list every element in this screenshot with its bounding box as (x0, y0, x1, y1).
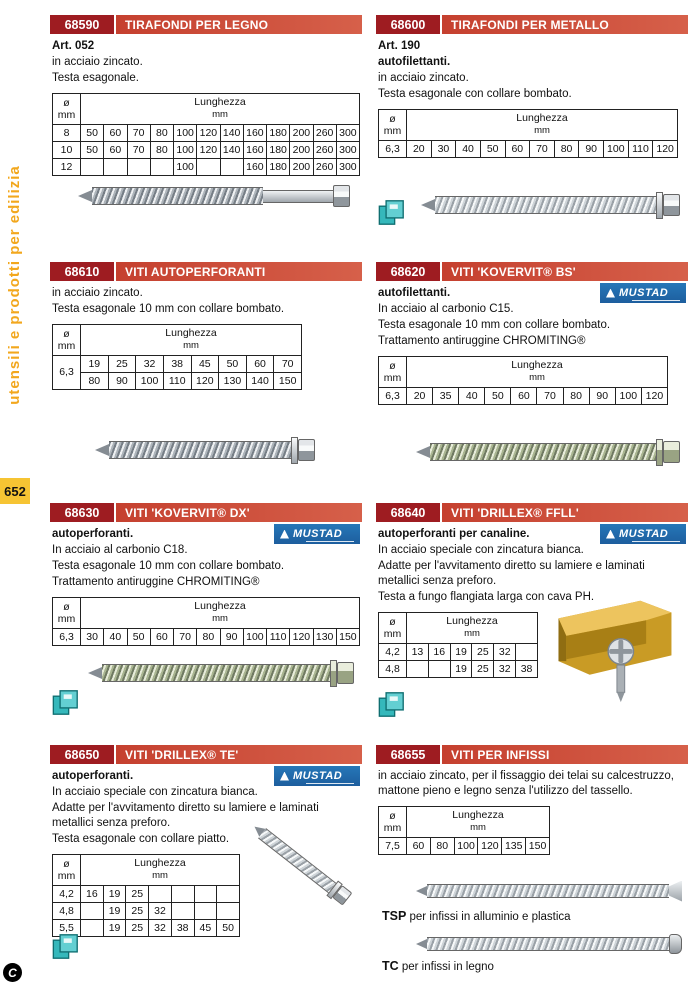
length-cell: 38 (171, 919, 194, 936)
length-cell: 80 (563, 387, 589, 404)
article-number: Art. 052 (52, 40, 95, 52)
length-cell: 150 (526, 837, 550, 854)
length-cell: 30 (81, 628, 104, 645)
length-cell: 60 (104, 141, 127, 158)
screw-tip (416, 886, 427, 896)
product-title: TIRAFONDI PER LEGNO (116, 15, 362, 34)
screw-hex-head (298, 439, 315, 461)
screw-thread (427, 937, 669, 951)
diameter-cell: 8 (53, 124, 81, 141)
diameter-header: ø mm (53, 854, 81, 885)
length-cell: 80 (81, 372, 109, 389)
table-row (379, 660, 538, 677)
description-line: autoperforanti. (52, 770, 134, 782)
product-code: 68590 (50, 15, 114, 34)
panel-header (376, 262, 688, 281)
diameter-header: ø mm (379, 806, 407, 837)
screw-tip (95, 444, 109, 456)
length-cell: 300 (336, 141, 359, 158)
size-table (52, 324, 302, 390)
length-cell: 90 (220, 628, 243, 645)
package-icon (52, 689, 79, 721)
panel-68630 (50, 503, 362, 743)
table-row (379, 387, 668, 404)
length-cell: 70 (530, 140, 555, 157)
size-table (52, 597, 360, 646)
panel-header (50, 15, 362, 34)
description-line: Testa esagonale con collare piatto. (52, 832, 230, 845)
length-cell: 200 (290, 124, 313, 141)
length-cell: 50 (81, 141, 104, 158)
length-cell: 120 (191, 372, 219, 389)
length-cell: 110 (163, 372, 191, 389)
length-cell: 19 (103, 885, 126, 902)
length-cell: 140 (220, 141, 243, 158)
tc-screw-image (416, 931, 682, 957)
length-cell: 130 (313, 628, 336, 645)
mustad-logo (274, 766, 360, 786)
length-cell: 300 (336, 158, 359, 175)
diameter-header: ø mm (379, 109, 407, 140)
mustad-logo (274, 524, 360, 544)
diameter-cell: 4,2 (53, 885, 81, 902)
diameter-header: ø mm (53, 597, 81, 628)
diameter-cell: 4,8 (53, 902, 81, 919)
length-cell (104, 158, 127, 175)
length-cell (217, 885, 240, 902)
panel-header (50, 262, 362, 281)
length-cell: 19 (103, 902, 126, 919)
length-cell: 180 (267, 158, 290, 175)
description-line: in acciaio zincato. (378, 71, 469, 84)
length-cell: 100 (604, 140, 629, 157)
length-cell: 135 (502, 837, 526, 854)
product-code: 68620 (376, 262, 440, 281)
length-cell: 32 (149, 902, 172, 919)
length-cell: 150 (274, 372, 302, 389)
product-code: 68610 (50, 262, 114, 281)
length-cell: 160 (243, 124, 266, 141)
diameter-cell: 6,3 (53, 628, 81, 645)
screw-collar (656, 439, 663, 466)
length-cell: 100 (243, 628, 266, 645)
tc-note (382, 959, 494, 973)
length-cell: 120 (197, 141, 220, 158)
length-cell: 80 (197, 628, 220, 645)
length-cell: 140 (246, 372, 274, 389)
screw-countersunk-head (669, 881, 682, 902)
length-cell: 160 (243, 141, 266, 158)
description-line: In acciaio speciale con zincatura bianca. (52, 785, 258, 798)
length-cell (81, 158, 104, 175)
table-row (53, 902, 240, 919)
table-row (53, 885, 240, 902)
screw-hex-head (333, 185, 350, 207)
panel-68610 (50, 262, 362, 502)
length-cell: 50 (81, 124, 104, 141)
length-cell: 100 (174, 158, 197, 175)
mustad-logo-text: MUSTAD (619, 528, 669, 540)
publisher-logo: C (3, 963, 22, 982)
screw-hex-head (663, 441, 680, 463)
length-header: Lunghezza mm (407, 806, 550, 837)
length-cell: 120 (197, 124, 220, 141)
screw-image (421, 187, 680, 223)
screw-tip (416, 939, 427, 949)
length-cell: 40 (104, 628, 127, 645)
diameter-cell: 6,3 (379, 140, 407, 157)
mustad-logo (600, 283, 686, 303)
table-row (53, 158, 360, 175)
page-number-badge: 652 (0, 478, 30, 504)
length-cell: 25 (126, 919, 149, 936)
screw-tip (416, 446, 430, 458)
length-cell: 32 (136, 355, 164, 372)
description-line: in acciaio zincato. (52, 287, 143, 299)
package-icon (378, 691, 405, 723)
length-cell: 35 (433, 387, 459, 404)
length-cell (81, 919, 104, 936)
length-cell: 45 (194, 919, 217, 936)
description-line: autoperforanti. (52, 528, 134, 540)
length-cell: 200 (290, 141, 313, 158)
mustad-logo (600, 524, 686, 544)
description-line: Testa esagonale 10 mm con collare bombato. (52, 559, 285, 572)
length-cell: 120 (478, 837, 502, 854)
length-cell: 70 (127, 141, 150, 158)
screw-collar (656, 192, 663, 219)
mustad-mark-icon (606, 289, 615, 298)
length-cell: 70 (274, 355, 302, 372)
length-cell: 150 (336, 628, 359, 645)
length-cell: 100 (136, 372, 164, 389)
description-line: Adatte per l'avvitamento diretto su lamiere e laminati metallici senza preforo. (378, 559, 645, 587)
description-line: Testa esagonale. (52, 71, 139, 84)
length-cell: 140 (220, 124, 243, 141)
package-icon (52, 933, 79, 965)
length-cell: 16 (81, 885, 104, 902)
panel-68655 (376, 745, 688, 985)
description-line: in acciaio zincato. (52, 55, 143, 68)
mustad-logo-text: MUSTAD (619, 287, 669, 299)
length-cell: 180 (267, 124, 290, 141)
tc-text: per infissi in legno (398, 961, 494, 973)
length-cell: 25 (126, 885, 149, 902)
mustad-logo-text: MUSTAD (293, 770, 343, 782)
length-header: Lunghezza mm (407, 612, 538, 643)
length-cell: 19 (81, 355, 109, 372)
screw-thread (102, 664, 330, 682)
screw-hex-head (337, 662, 354, 684)
table-row (379, 643, 538, 660)
panel-header (376, 15, 688, 34)
size-table (378, 612, 538, 678)
screw-pan-head (669, 934, 682, 954)
table-row (53, 372, 302, 389)
diameter-cell: 4,8 (379, 660, 407, 677)
length-cell: 180 (267, 141, 290, 158)
mustad-mark-icon (280, 772, 289, 781)
length-cell: 70 (127, 124, 150, 141)
length-cell (81, 902, 104, 919)
channel-product-image (548, 593, 680, 710)
diameter-header: ø mm (53, 324, 81, 355)
length-cell: 50 (480, 140, 505, 157)
length-cell: 100 (454, 837, 478, 854)
tsp-screw-image (416, 878, 682, 904)
description-line: Trattamento antiruggine CHROMITING® (378, 334, 586, 347)
screw-image (88, 655, 354, 691)
table-row (379, 837, 550, 854)
screw-thread (435, 196, 656, 214)
description-line: autofilettanti. (378, 287, 451, 299)
panel-68590 (50, 15, 362, 255)
tc-label: TC (382, 959, 399, 973)
length-header: Lunghezza mm (81, 597, 360, 628)
length-cell: 19 (450, 643, 472, 660)
diameter-header: ø mm (379, 612, 407, 643)
description-line: Trattamento antiruggine CHROMITING® (52, 575, 260, 588)
length-cell: 120 (641, 387, 667, 404)
diameter-header: ø mm (53, 93, 81, 124)
length-cell: 45 (191, 355, 219, 372)
panel-header (50, 503, 362, 522)
panel-68620 (376, 262, 688, 502)
product-title: VITI PER INFISSI (442, 745, 688, 764)
length-cell (217, 902, 240, 919)
length-header: Lunghezza mm (81, 324, 302, 355)
length-header: Lunghezza mm (407, 109, 678, 140)
length-cell: 50 (127, 628, 150, 645)
product-title: VITI AUTOPERFORANTI (116, 262, 362, 281)
length-cell: 160 (243, 158, 266, 175)
product-code: 68655 (376, 745, 440, 764)
table-row (53, 628, 360, 645)
length-cell (194, 902, 217, 919)
screw-thread (427, 884, 669, 898)
description-line: In acciaio al carbonio C15. (378, 302, 514, 315)
screw-thread (92, 187, 263, 205)
length-cell (194, 885, 217, 902)
length-cell: 20 (407, 140, 432, 157)
length-cell: 80 (150, 141, 173, 158)
table-row (53, 355, 302, 372)
description-line: Testa esagonale 10 mm con collare bombato. (378, 318, 611, 331)
length-cell: 32 (494, 660, 516, 677)
length-cell (149, 885, 172, 902)
length-cell: 90 (579, 140, 604, 157)
description-line: In acciaio al carbonio C18. (52, 543, 188, 556)
length-header: Lunghezza mm (407, 356, 668, 387)
screw-image (95, 432, 315, 468)
panel-header (376, 503, 688, 522)
length-cell: 60 (407, 837, 431, 854)
length-cell: 260 (313, 158, 336, 175)
description-line: autoperforanti per canaline. (378, 528, 530, 540)
length-cell: 70 (174, 628, 197, 645)
product-title: VITI 'KOVERVIT® DX' (116, 503, 362, 522)
length-cell: 100 (174, 141, 197, 158)
table-row (53, 919, 240, 936)
table-row (53, 141, 360, 158)
package-icon (378, 199, 405, 231)
length-cell: 70 (537, 387, 563, 404)
length-cell (150, 158, 173, 175)
size-table (378, 109, 678, 158)
length-cell: 38 (516, 660, 538, 677)
mustad-logo-text: MUSTAD (293, 528, 343, 540)
length-cell: 20 (407, 387, 433, 404)
description-line: in acciaio zincato, per il fissaggio dei telai su calcestruzzo, mattone pieno e legno senza l'utilizzo del tassello. (378, 770, 674, 797)
length-header: Lunghezza mm (81, 93, 360, 124)
length-cell: 50 (219, 355, 247, 372)
length-cell: 120 (653, 140, 678, 157)
length-cell (428, 660, 450, 677)
screw-tip (78, 190, 92, 202)
lag-screw-image (78, 178, 350, 214)
product-code: 68640 (376, 503, 440, 522)
panel-header (50, 745, 362, 764)
screw-image (416, 434, 680, 470)
length-cell: 60 (505, 140, 530, 157)
screw-collar (291, 437, 298, 464)
mustad-mark-icon (280, 530, 289, 539)
product-title: VITI 'KOVERVIT® BS' (442, 262, 688, 281)
length-cell (516, 643, 538, 660)
panel-68640 (376, 503, 688, 743)
diameter-cell: 6,3 (53, 355, 81, 389)
tsp-note (382, 909, 571, 923)
table-row (53, 124, 360, 141)
length-cell (197, 158, 220, 175)
length-cell: 260 (313, 141, 336, 158)
length-cell: 25 (472, 660, 494, 677)
diameter-cell: 6,3 (379, 387, 407, 404)
article-number: Art. 190 (378, 40, 421, 52)
length-cell: 200 (290, 158, 313, 175)
product-code: 68600 (376, 15, 440, 34)
length-cell: 80 (150, 124, 173, 141)
product-title: TIRAFONDI PER METALLO (442, 15, 688, 34)
length-cell: 80 (554, 140, 579, 157)
description-line: Testa esagonale 10 mm con collare bombato. (52, 302, 285, 315)
screw-collar (330, 660, 337, 687)
mustad-mark-icon (606, 530, 615, 539)
length-cell: 32 (149, 919, 172, 936)
size-table (52, 93, 360, 176)
diameter-cell: 12 (53, 158, 81, 175)
screw-thread (109, 441, 291, 459)
panel-header (376, 745, 688, 764)
length-cell: 19 (103, 919, 126, 936)
length-cell: 130 (219, 372, 247, 389)
length-cell: 32 (494, 643, 516, 660)
length-cell: 260 (313, 124, 336, 141)
length-cell: 30 (431, 140, 456, 157)
description-line: autofilettanti. (378, 55, 451, 68)
product-title: VITI 'DRILLEX® FFLL' (442, 503, 688, 522)
screw-tip (421, 199, 435, 211)
description-line: Testa a fungo flangiata larga con cava PH. (378, 590, 595, 603)
panel-68600 (376, 15, 688, 255)
length-cell: 60 (150, 628, 173, 645)
length-cell: 110 (267, 628, 290, 645)
sidebar-category-label: utensili e prodotti per edilizia (6, 165, 23, 405)
length-cell: 60 (246, 355, 274, 372)
tsp-label: TSP (382, 909, 407, 923)
length-cell: 120 (290, 628, 313, 645)
description-line: Adatte per l'avvitamento diretto su lamiere e laminati metallici senza preforo. (52, 801, 319, 829)
length-cell: 110 (628, 140, 653, 157)
length-cell: 38 (163, 355, 191, 372)
length-cell: 100 (174, 124, 197, 141)
length-cell (127, 158, 150, 175)
length-cell: 90 (108, 372, 136, 389)
length-cell: 300 (336, 124, 359, 141)
length-cell: 16 (428, 643, 450, 660)
length-cell: 100 (615, 387, 641, 404)
length-cell: 19 (450, 660, 472, 677)
screw-tip (88, 667, 102, 679)
product-code: 68650 (50, 745, 114, 764)
tsp-text: per infissi in alluminio e plastica (406, 911, 571, 923)
length-cell: 50 (217, 919, 240, 936)
length-cell (220, 158, 243, 175)
length-cell: 25 (108, 355, 136, 372)
diameter-cell: 7,5 (379, 837, 407, 854)
description-line: In acciaio speciale con zincatura bianca. (378, 543, 584, 556)
product-code: 68630 (50, 503, 114, 522)
length-cell: 60 (511, 387, 537, 404)
description-line: Testa esagonale con collare bombato. (378, 87, 572, 100)
length-cell: 13 (407, 643, 429, 660)
length-cell: 25 (126, 902, 149, 919)
length-cell: 40 (456, 140, 481, 157)
length-cell (171, 885, 194, 902)
length-cell: 50 (485, 387, 511, 404)
size-table (378, 806, 550, 855)
diameter-cell: 5,5 (53, 919, 81, 936)
diameter-cell: 4,2 (379, 643, 407, 660)
screw-thread (430, 443, 656, 461)
table-row (379, 140, 678, 157)
diameter-cell: 10 (53, 141, 81, 158)
length-header: Lunghezza mm (81, 854, 240, 885)
diameter-header: ø mm (379, 356, 407, 387)
length-cell (407, 660, 429, 677)
screw-shank (263, 190, 333, 203)
length-cell (171, 902, 194, 919)
size-table (378, 356, 668, 405)
length-cell: 25 (472, 643, 494, 660)
size-table (52, 854, 240, 937)
screw-hex-head (663, 194, 680, 216)
panel-68650 (50, 745, 362, 985)
length-cell: 40 (459, 387, 485, 404)
length-cell: 60 (104, 124, 127, 141)
length-cell: 80 (430, 837, 454, 854)
product-title: VITI 'DRILLEX® TE' (116, 745, 362, 764)
length-cell: 90 (589, 387, 615, 404)
